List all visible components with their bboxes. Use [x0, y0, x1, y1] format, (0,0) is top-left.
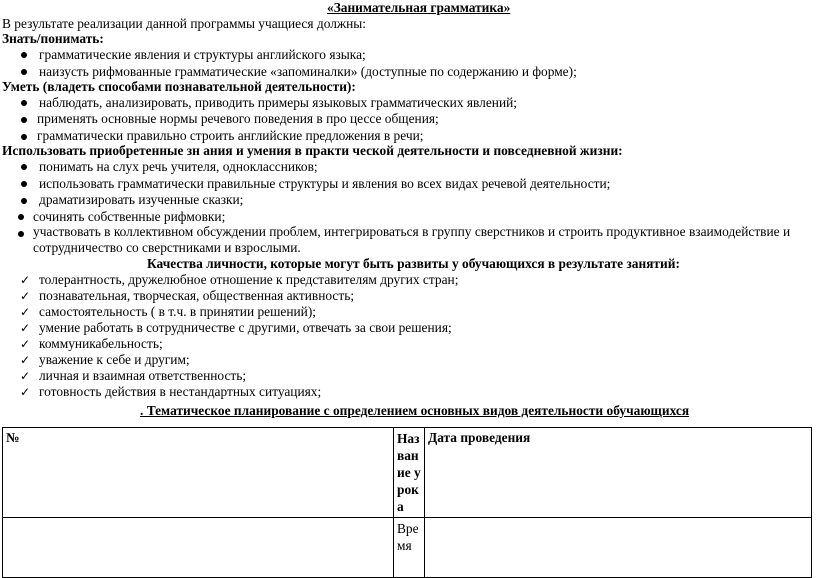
- bullet-icon: [21, 100, 27, 106]
- able-item: наблюдать, анализировать, приводить примеры языковых грамматических явлений;: [39, 95, 518, 110]
- checkmark-icon: ✓: [20, 273, 31, 287]
- use-item: сочинять собственные рифмовки;: [33, 209, 226, 224]
- time-cell: Время: [394, 518, 425, 578]
- use-item: использовать грамматически правильные структуры и явления во всех видах речевой деятельности;: [39, 176, 611, 191]
- use-item: понимать на слух речь учителя, одноклассников;: [39, 159, 318, 174]
- checkmark-icon: ✓: [20, 305, 31, 319]
- document-title: «Занимательная грамматика»: [327, 0, 511, 15]
- able-item: применять основные нормы речевого поведения в про цессе общения;: [37, 111, 439, 126]
- bullet-icon: [21, 69, 27, 75]
- bullet-icon: [21, 134, 27, 140]
- table-row: [3, 428, 812, 518]
- know-heading: Знать/понимать:: [2, 31, 104, 46]
- bullet-icon: [21, 117, 27, 123]
- col-number-header: №: [3, 428, 394, 518]
- checkmark-icon: ✓: [20, 321, 31, 335]
- use-item: участвовать в коллективном обсуждении проблем, интегрироваться в группу сверстников и строить продуктивное взаимодействие и: [33, 224, 791, 239]
- intro-text: В результате реализации данной программы учащиеся должны:: [2, 16, 367, 31]
- quality-item: самостоятельность ( в т.ч. в принятии решений);: [39, 304, 317, 319]
- bullet-icon: [18, 231, 24, 237]
- qualities-heading: Качества личности, которые могут быть развиты у обучающихся в результате занятий:: [147, 256, 680, 271]
- know-item: наизусть рифмованные грамматические «запоминалки» (доступные по содержанию и форме);: [39, 64, 577, 79]
- quality-item: умение работать в сотрудничестве с другими, отвечать за свои решения;: [39, 320, 452, 335]
- quality-item: личная и взаимная ответственность;: [39, 368, 247, 383]
- col-lesson-header: Название урока: [394, 428, 425, 518]
- able-heading: Уметь (владеть способами познавательной деятельности):: [2, 79, 356, 94]
- use-heading: Использовать приобретенные зн ания и умения в практи ческой деятельности и повседневной жизни:: [2, 143, 623, 158]
- table-cell: [3, 518, 394, 578]
- quality-item: познавательная, творческая, общественная активность;: [39, 288, 355, 303]
- bullet-icon: [21, 164, 27, 170]
- planning-table: [2, 427, 812, 578]
- quality-item: коммуникабельность;: [39, 336, 163, 351]
- able-item: грамматически правильно строить английские предложения в речи;: [37, 128, 424, 143]
- bullet-icon: [21, 52, 27, 58]
- quality-item: уважение к себе и другим;: [39, 352, 190, 367]
- planning-heading: . Тематическое планирование с определением основных видов деятельности обучающихся: [140, 403, 690, 418]
- checkmark-icon: ✓: [20, 385, 31, 399]
- know-item: грамматические явления и структуры английского языка;: [39, 47, 366, 62]
- bullet-icon: [21, 181, 27, 187]
- table-row: [3, 518, 812, 578]
- quality-item: толерантность, дружелюбное отношение к представителям других стран;: [39, 272, 459, 287]
- checkmark-icon: ✓: [20, 289, 31, 303]
- quality-item: готовность действия в нестандартных ситуациях;: [39, 384, 322, 399]
- table-cell: [425, 518, 812, 578]
- col-date-header: Дата проведения: [425, 428, 812, 518]
- use-item-continued: сотрудничество со сверстниками и взрослыми.: [33, 240, 301, 255]
- bullet-icon: [18, 214, 24, 220]
- checkmark-icon: ✓: [20, 369, 31, 383]
- use-item: драматизировать изученные сказки;: [39, 192, 244, 207]
- bullet-icon: [21, 198, 27, 204]
- checkmark-icon: ✓: [20, 337, 31, 351]
- checkmark-icon: ✓: [20, 353, 31, 367]
